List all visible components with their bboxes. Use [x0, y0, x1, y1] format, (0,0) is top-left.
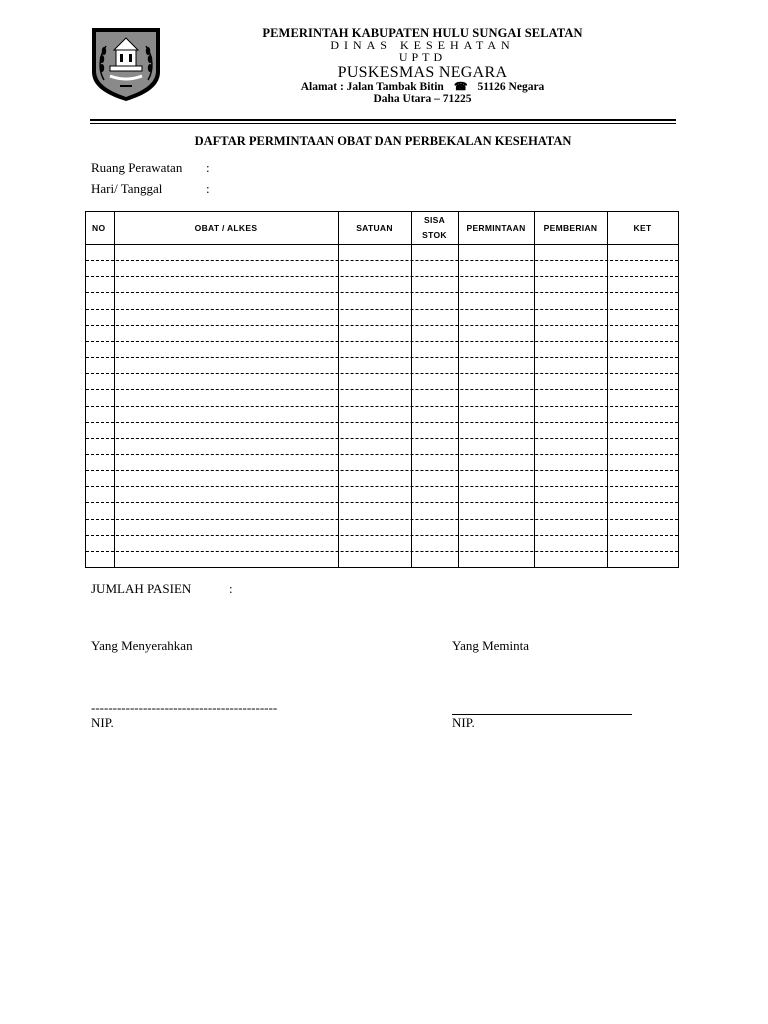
ruang-perawatan-field: [91, 160, 210, 176]
header-sisa-stok: [411, 212, 458, 244]
header-permintaan: PERMINTAAN: [466, 222, 526, 233]
document-title: DAFTAR PERMINTAAN OBAT DAN PERBEKALAN KESEHATAN: [194, 134, 572, 148]
unit-name: UPTD: [398, 50, 447, 64]
table-row: [86, 309, 678, 310]
address-line-2: Daha Utara – 71225: [373, 93, 472, 105]
header-divider: [86, 244, 678, 245]
table-row: [86, 519, 678, 520]
header-ket: KET: [633, 222, 652, 233]
table-row: [86, 535, 678, 536]
ruang-perawatan-colon: :: [206, 160, 210, 175]
signer-right-role: Yang Meminta: [452, 638, 530, 653]
header-stok: STOK: [422, 230, 447, 240]
header-pemberian: PEMBERIAN: [543, 222, 598, 233]
signer-left-nip: NIP.: [91, 715, 114, 730]
table-row: [86, 357, 678, 358]
postal-text: 51126 Negara: [477, 81, 545, 93]
government-name: PEMERINTAH KABUPATEN HULU SUNGAI SELATAN: [262, 26, 583, 40]
letterhead-rule-thick: [90, 119, 676, 121]
table-row: [86, 373, 678, 374]
signer-left-role: Yang Menyerahkan: [91, 638, 193, 653]
header-no: NO: [92, 222, 106, 233]
table-row: [86, 486, 678, 487]
ruang-perawatan-label: Ruang Perawatan: [91, 160, 183, 175]
hari-tanggal-label: Hari/ Tanggal: [91, 181, 163, 196]
header-sisa: SISA: [423, 215, 446, 225]
table-row: [86, 260, 678, 261]
table-row: [86, 276, 678, 277]
table-row: [86, 438, 678, 439]
signature-line-right: [452, 714, 632, 715]
table-row: [86, 502, 678, 503]
address-text: Alamat : Jalan Tambak Bitin: [300, 81, 444, 93]
table-row: [86, 406, 678, 407]
signer-right-nip: NIP.: [452, 715, 475, 730]
regional-emblem-icon: [90, 26, 162, 102]
hari-tanggal-field: [91, 181, 210, 197]
table-row: [86, 292, 678, 293]
address-line: [170, 80, 675, 93]
request-table: [85, 211, 679, 568]
header-obat-alkes: OBAT / ALKES: [194, 222, 258, 233]
table-row: [86, 551, 678, 552]
jumlah-pasien-field: [91, 581, 233, 597]
header-satuan: SATUAN: [356, 222, 393, 233]
table-row: [86, 454, 678, 455]
jumlah-pasien-label: JUMLAH PASIEN: [91, 581, 192, 596]
jumlah-pasien-colon: :: [229, 581, 233, 596]
agency-name: DINAS KESEHATAN: [330, 38, 515, 52]
table-row: [86, 341, 678, 342]
table-row: [86, 422, 678, 423]
table-row: [86, 470, 678, 471]
table-row: [86, 325, 678, 326]
signature-line-left: -------------------------------------------: [91, 700, 278, 715]
hari-tanggal-colon: :: [206, 181, 210, 196]
telephone-icon: ☎: [453, 81, 468, 93]
table-row: [86, 389, 678, 390]
institution-name: PUSKESMAS NEGARA: [337, 64, 508, 81]
letterhead-rule-thin: [90, 123, 676, 124]
